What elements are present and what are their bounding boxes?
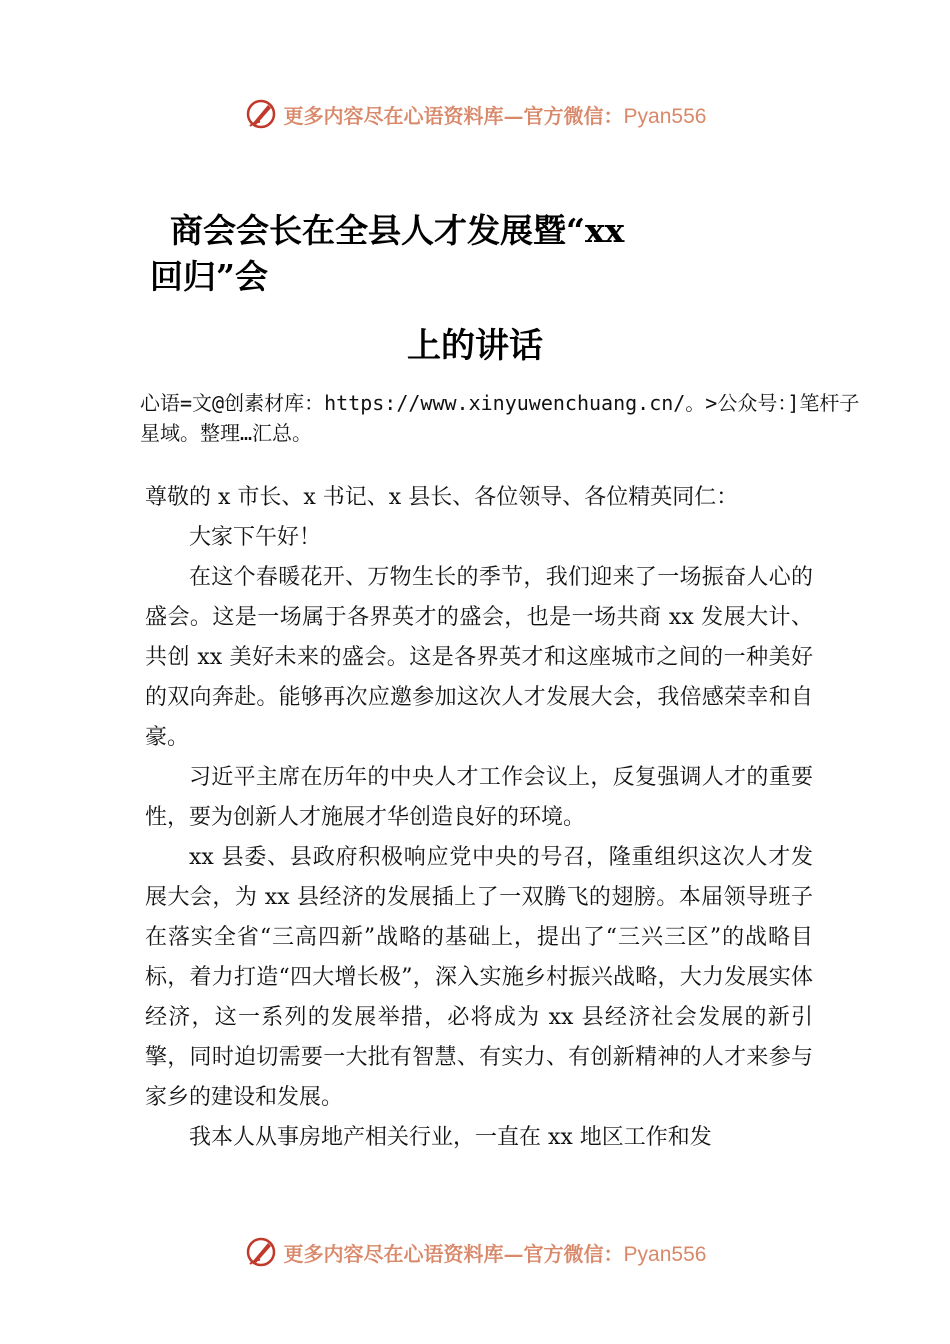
footer-banner (0, 1230, 950, 1274)
footer-banner-label: 更多内容尽在心语资料库—官方微信： (283, 1241, 624, 1266)
footer-banner-id: Pyan556 (623, 1242, 707, 1266)
paragraph: 我本人从事房地产相关行业，一直在 xx 地区工作和发 (189, 1125, 712, 1150)
header-banner-id: Pyan556 (623, 104, 707, 128)
quill-logo-icon (244, 97, 278, 131)
title-line-1: 商会会长在全县人才发展暨“xx (170, 211, 625, 250)
footer-banner-text (284, 1238, 707, 1267)
title-line-2: 回归”会 (150, 257, 268, 296)
header-banner-text (284, 100, 707, 129)
header-banner (0, 92, 950, 136)
quill-logo-icon (244, 1235, 278, 1269)
paragraph: 习近平主席在历年的中央人才工作会议上，反复强调人才的重要性，要为创新人才施展才华创造良好的环境。 (145, 765, 813, 830)
document-body (145, 478, 813, 1158)
paragraph: 在这个春暖花开、万物生长的季节，我们迎来了一场振奋人心的盛会。这是一场属于各界英才的盛会，也是一场共商 xx 发展大计、共创 xx 美好未来的盛会。这是各界英才和这座城市之间的一种美好的双向奔赴。能够再次应邀参加这次人才发展大会，我倍感荣幸和自豪。 (145, 565, 813, 750)
title-line-3: 上的讲话 (407, 326, 543, 366)
salutation: 尊敬的 x 市长、x 书记、x 县长、各位领导、各位精英同仁： (145, 485, 739, 510)
paragraph: 大家下午好！ (189, 525, 322, 550)
source-note: 心语=文@创素材库：https://www.xinyuwenchuang.cn/。>公众号：]笔杆子星域。整理…汇总。 (140, 391, 860, 445)
paragraph: xx 县委、县政府积极响应党中央的号召，隆重组织这次人才发展大会，为 xx 县经济的发展插上了一双腾飞的翅膀。本届领导班子在落实全省“三高四新”战略的基础上，提出了“三兴三区”的战略目标，着力打造“四大增长极”，深入实施乡村振兴战略，大力发展实体经济，这一系列的发展举措，必将成为 xx 县经济社会发展的新引擎，同时迫切需要一大批有智慧、有实力、有创新精神的人才来参与家乡的建设和发展。 (145, 845, 813, 1110)
header-banner-label: 更多内容尽在心语资料库—官方微信： (283, 103, 624, 128)
document-title (150, 208, 810, 300)
